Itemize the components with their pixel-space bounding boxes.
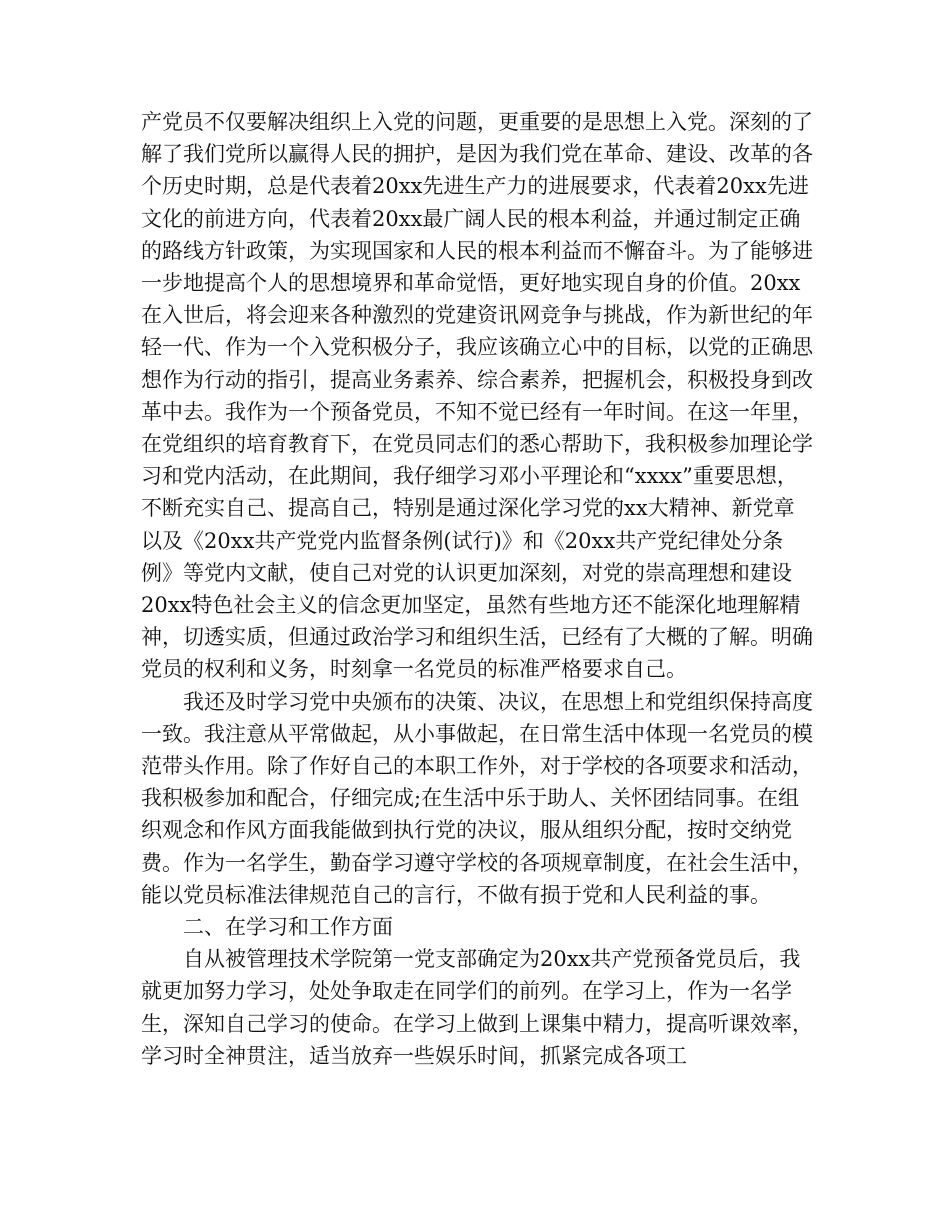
section-heading: 二、在学习和工作方面 — [183, 915, 393, 940]
body-paragraph-3: 自从被管理技术学院第一党支部确定为20xx共产党预备党员后，我就更加努力学习，处处争取走在同学们的前列。在学习上，作为一名学生，深知自己学习的使命。在学习上做到上课集中精力，提高听课效率，学习时全神贯注，适当放弃一些娱乐时间，抓紧完成各项工 — [141, 947, 813, 1068]
body-paragraph-1: 产党员不仅要解决组织上入党的问题，更重要的是思想上入党。深刻的了解了我们党所以赢得人民的拥护，是因为我们党在革命、建设、改革的各个历史时期，总是代表着20xx先进生产力的进展要求，代表着20xx先进文化的前进方向，代表着20xx最广阔人民的根本利益，并通过制定正确的路线方针政策，为实现国家和人民的根本利益而不懈奋斗。为了能够进一步地提高个人的思想境界和革命觉悟，更好地实现自身的价值。20xx在入世后，将会迎来各种激烈的党建资讯网竞争与挑战，作为新世纪的年轻一代、作为一个入党积极分子，我应该确立心中的目标，以党的正确思想作为行动的指引，提高业务素养、综合素养，把握机会，积极投身到改革中去。我作为一个预备党员，不知不觉已经有一年时间。在这一年里，在党组织的培育教育下，在党员同志们的悉心帮助下，我积极参加理论学习和党内活动，在此期间，我仔细学习邓小平理论和“xxxx”重要思想，不断充实自己、提高自己，特别是通过深化学习党的xx大精神、新党章以及《20xx共产党党内监督条例(试行)》和《20xx共产党纪律处分条例》等党内文献，使自己对党的认识更加深刻，对党的崇高理想和建设20xx特色社会主义的信念更加坚定，虽然有些地方还不能深化地理解精神，切透实质，但通过政治学习和组织生活，已经有了大概的了解。明确党员的权利和义务，时刻拿一名党员的标准严格要求自己。 — [141, 110, 813, 682]
body-paragraph-2: 我还及时学习党中央颁布的决策、决议，在思想上和党组织保持高度一致。我注意从平常做起，从小事做起，在日常生活中体现一名党员的模范带头作用。除了作好自己的本职工作外，对于学校的各项要求和活动，我积极参加和配合，仔细完成;在生活中乐于助人、关怀团结同事。在组织观念和作风方面我能做到执行党的决议，服从组织分配，按时交纳党费。作为一名学生，勤奋学习遵守学校的各项规章制度，在社会生活中，能以党员标准法律规范自己的言行，不做有损于党和人民利益的事。 — [141, 689, 813, 907]
document-page — [141, 106, 813, 1072]
